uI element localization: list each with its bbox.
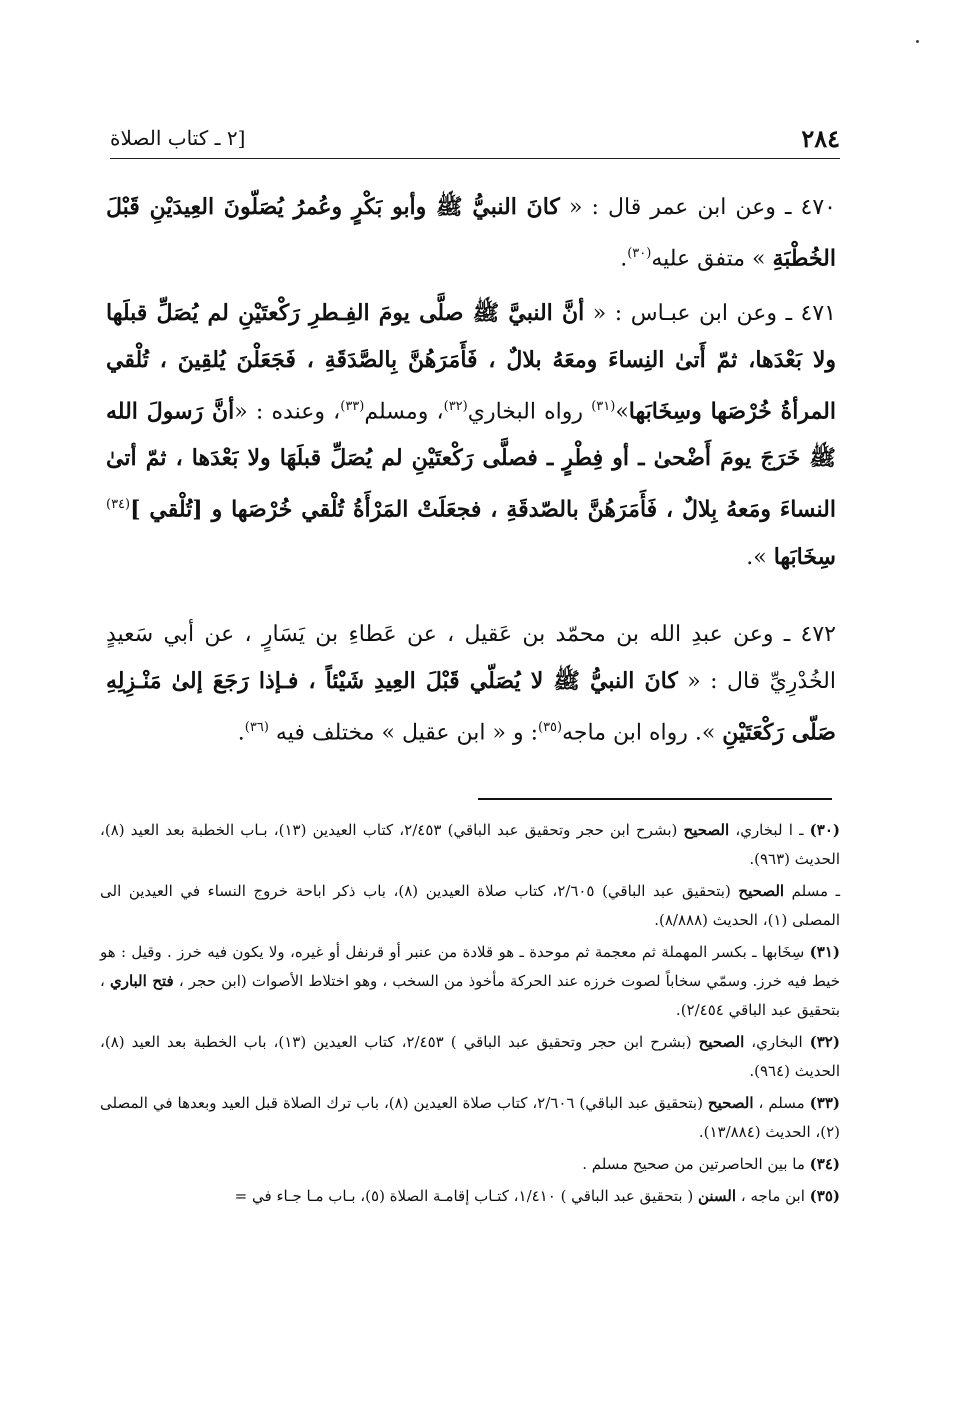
- footnote-ref: (٣١): [591, 399, 616, 414]
- footnote-book-title: فتح الباري: [109, 972, 174, 990]
- footnote: [100, 877, 840, 935]
- footnote-text: ( بتحقيق عبد الباقي ) ١/٤١٠، كتـاب إقامـة الصلاة (٥)، بـاب مـا جـاء في =: [234, 1187, 698, 1205]
- footnote-divider: [478, 798, 832, 800]
- footnote: [100, 938, 840, 1025]
- footnote-text: مسلم ،: [753, 1094, 810, 1112]
- footnote-number: (٣١): [809, 943, 840, 961]
- footnote-text: ، بتحقيق عبد الباقي ٢/٤٥٤).: [100, 972, 840, 1019]
- footnote-text: (بتحقيق عبد الباقي) ٢/٦٠٥، كتاب صلاة العيدين (٨)، باب ذكر اباحة خروج النساء في العيدين الى المصلى (١)، الحديث (٨/٨٨٨).: [100, 882, 840, 929]
- hadith-472: [106, 612, 836, 756]
- hadith-source: ». رواه ابن ماجه: [562, 720, 723, 746]
- hadith-source: رواه البخاري: [467, 399, 592, 425]
- footnotes: [100, 816, 840, 1214]
- footnote: [100, 1028, 840, 1086]
- footnote-ref: (٣٣): [340, 399, 365, 414]
- hadith-quote: أنَّ النبيَّ ﷺ صلَّى يومَ الفِـطرِ رَكْعتَيْنِ لم يُصَلِّ قبلَها ولا بَعْدَها، ثمّ أَتىٰ النِساءَ ومعَهُ بلالٌ ، فَأَمَرَهُنَّ بِالصَّدَقَةِ ، فَجَعَلْنَ يُلقِينَ ، تُلْقي المرأةُ خُرْصَها وسِخَابَها: [106, 300, 836, 425]
- footnote: [100, 1182, 840, 1211]
- footnote-text: ـ ا لبخاري،: [729, 821, 810, 839]
- hadith-lead: ٤٧١ ـ وعن ابن عبـاس : «: [584, 301, 836, 326]
- hadith-source: ، وعنده : «: [234, 399, 341, 425]
- footnote-ref: (٣٢): [443, 399, 468, 414]
- footnote-number: (٣٣): [809, 1094, 840, 1112]
- hadith-lead: ٤٧٠ ـ وعن ابن عمر قال : «: [559, 195, 836, 220]
- footnote: [100, 1150, 840, 1179]
- chapter-title: [٢ ـ كتاب الصلاة: [110, 126, 246, 150]
- footnote-text: البخاري،: [744, 1033, 810, 1051]
- hadith-quote: كانَ النبيُّ ﷺ وأبو بَكْرٍ وعُمرُ يُصَلّونَ العِيدَيْنِ قَبْلَ الخُطْبَةِ: [106, 194, 836, 272]
- footnote: [100, 816, 840, 874]
- hadith-lead: ٤٧٢ ـ وعن عبدِ الله بن محمّد بن عَقيل ، عن عَطاءِ بن يَسَارٍ ، عن أبي سَعيدٍ الخُدْرِيِّ قال : «: [106, 622, 836, 694]
- footnote-text: ما بين الحاصرتين من صحيح مسلم .: [582, 1155, 810, 1173]
- hadith-quote: كانَ النبيُّ ﷺ لا يُصَلّي قَبْلَ العِيدِ شَيْئاً ، فـإذا رَجَعَ إلىٰ مَنْـزِلِهِ صَلّى رَكْعَتَيْنِ: [106, 668, 836, 746]
- hadith-end: .: [620, 246, 628, 272]
- footnote-text: (بتحقيق عبد الباقي) ٢/٦٠٦، كتاب صلاة العيدين (٨)، باب ترك الصلاة قبل العيد وبعدها في المصلى (٢)، الحديث (١٣/٨٨٤).: [100, 1094, 840, 1141]
- hadith-source: » متفق عليه: [651, 246, 773, 272]
- scan-speck: [916, 40, 919, 43]
- footnote-ref: (٣٥): [537, 720, 563, 735]
- footnote-text: سِخَابها ـ بكسر المهملة ثم معجمة ثم موحدة ـ هو قلادة من عنبر أو قرنفل أو غيره، ولا يكون فيه خرز . وقيل : هو خيط فيه خرز. وسمّي سخاباً لصوت خرزه عند الحركة مأخوذ من السخب ، وهو اختلاط الأصوات (ابن حجر ،: [100, 943, 840, 990]
- hadith-source: : و « ابن عقيل » مختلف فيه: [268, 720, 538, 746]
- footnote-text: (بشرح ابن حجر وتحقيق عبد الباقي ) ٢/٤٥٣، كتاب العيدين (١٣)، باب الخطبة بعد العيد (٨)، الحديث (٩٦٤).: [100, 1033, 840, 1080]
- footnote-number: (٣٤): [809, 1155, 840, 1173]
- footnote-ref: (٣٤): [106, 497, 131, 513]
- footnote-number: (٣٥): [809, 1187, 840, 1205]
- quote-close: »: [615, 399, 629, 425]
- hadith-end: .: [237, 720, 245, 746]
- page-number: ٢٨٤: [801, 123, 840, 153]
- footnote-book-title: السنن: [697, 1187, 737, 1205]
- footnote-book-title: الصحيح: [683, 821, 730, 839]
- hadith-470: [106, 184, 836, 282]
- hadith-quote: سِخَابَها: [773, 543, 836, 570]
- footnote-text: ـ مسلم: [784, 882, 840, 900]
- footnote-book-title: الصحيح: [698, 1033, 745, 1051]
- footnote-book-title: الصحيح: [707, 1094, 754, 1112]
- footnote-ref: (٣٦): [244, 720, 269, 735]
- footnote-number: (٣٠): [809, 821, 840, 839]
- footnote: [100, 1089, 840, 1147]
- footnote-book-title: الصحيح: [738, 882, 785, 900]
- hadith-source: ، ومسلم: [364, 399, 444, 425]
- hadith-end: ».: [746, 544, 774, 570]
- footnote-text: ابن ماجه ،: [736, 1187, 810, 1205]
- footnote-number: (٣٢): [809, 1033, 840, 1051]
- hadith-quote: أنَّ رَسولَ الله ﷺ خَرَجَ يومَ أَضْحىٰ ـ أو فِطْرٍ ـ فصلَّى رَكْعتَيْنِ لم يُصَلِّ قبلَهَا ولا بَعْدَها ، ثمّ أتىٰ النساءَ ومَعهُ بِلالٌ ، فَأَمَرَهُنَّ بالصّدقَةِ ، فجعَلَتْ المَرْأَةُ تُلْقي خُرْصَها و [تُلْقي ]: [106, 398, 836, 523]
- page-header: [110, 118, 840, 159]
- footnote-text: (بشرح ابن حجر وتحقيق عبد الباقي) ٢/٤٥٣، كتاب العيدين (١٣)، بـاب الخطبة بعد العيد (٨)، الحديث (٩٦٣).: [100, 821, 840, 868]
- footnote-ref: (٣٠): [627, 246, 652, 261]
- hadith-471: [106, 290, 836, 581]
